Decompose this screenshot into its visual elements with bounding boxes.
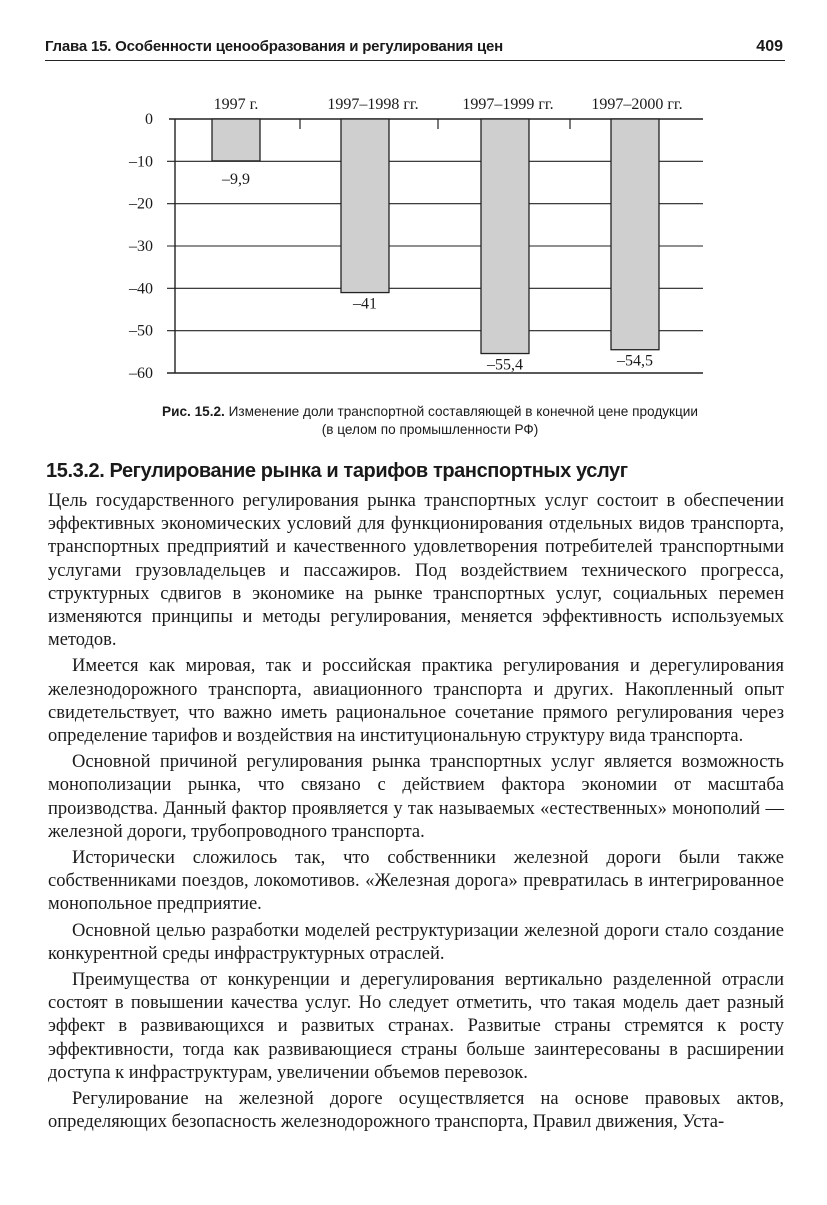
chapter-title: Глава 15. Особенности ценообразования и регулирования цен [45,38,503,55]
y-tick-label: 0 [145,111,153,128]
chart-bars [212,119,659,354]
bar [481,119,529,354]
paragraph: Преимущества от конкуренции и дерегулирования вертикально разделенной отрасли состоят в повышении качества услуг. Но следует отметить, что такая модель дает разный эффект в развивающихся и развитых странах. Развитые страны стремятся к росту эффективности, тогда как развивающиеся страны больше заинтересованы в расширении доступа к инфраструктурам, увеличении объемов перевозок. [48,970,784,1083]
bar-value-label: –9,9 [222,170,250,188]
y-tick-label: –10 [129,153,153,171]
bar-value-labels [221,171,653,374]
bar-value-label: –55,4 [487,356,523,374]
caption-line-2: (в целом по промышленности РФ) [321,422,539,437]
section-heading: 15.3.2. Регулирование рынка и тарифов транспортных услуг [46,460,628,482]
bar [212,119,260,161]
x-category-label: 1997–2000 гг. [591,96,683,113]
paragraph: Основной причиной регулирования рынка транспортных услуг является возможность монополизации рынка, что связано с действием фактора экономии от масштаба производства. Данный фактор проявляется у так называемых «естественных» монополий — железной дороги, трубопроводного транспорта. [48,752,784,842]
x-axis-category-labels [214,96,683,113]
y-tick-label: –60 [129,365,153,382]
caption-line-1: Изменение доли транспортной составляющей в конечной цене продукции [228,404,698,419]
paragraph: Цель государственного регулирования рынка транспортных услуг состоит в обеспечении эффективных экономических условий для функционирования отдельных видов транспорта, транспортных предприятий и качественного удовлетворения потребителей транспортными услугами грузовладельцев и пассажиров. Под воздействием технического прогресса, структурных сдвигов в экономике на рынке транспортных услуг, социальных перемен изменяются принципы и методы регулирования, меняется эффективность используемых методов. [48,491,784,651]
bar-chart [0,0,827,400]
figure-number: Рис. 15.2. [162,404,225,419]
paragraph: Имеется как мировая, так и российская практика регулирования и дерегулирования железнодорожного транспорта, авиационного транспорта и других. Накопленный опыт свидетельствует, что важно иметь рациональное сочетание прямого регулирования через определение тарифов и воздействия на институциональную структуру вида транспорта. [48,656,784,747]
x-category-label: 1997 г. [213,96,259,113]
bar-value-label: –41 [353,295,377,313]
y-axis-tick-labels [128,111,153,382]
x-category-label: 1997–1999 гг. [462,96,554,113]
y-tick-label: –20 [129,195,153,213]
paragraph: Регулирование на железной дороге осуществляется на основе правовых актов, определяющих безопасность железнодорожного транспорта, Правил движения, Уста- [48,1089,784,1133]
figure-caption [90,403,770,439]
y-tick-label: –40 [129,280,153,298]
page-number: 409 [756,38,783,55]
bar [611,119,659,350]
bar-value-label: –54,5 [617,352,653,370]
body-text [48,490,784,1137]
paragraph: Основной целью разработки моделей реструктуризации железной дороги стало создание конкурентной среды инфраструктурных отраслей. [48,920,784,964]
y-tick-label: –50 [129,322,153,340]
y-tick-label: –30 [129,238,153,255]
bar [341,119,389,293]
x-category-label: 1997–1998 гг. [327,96,419,113]
paragraph: Исторически сложилось так, что собственники железной дороги были также собственниками поездов, локомотивов. «Железная дорога» превратилась в интегрированное монопольное предприятие. [48,848,784,915]
